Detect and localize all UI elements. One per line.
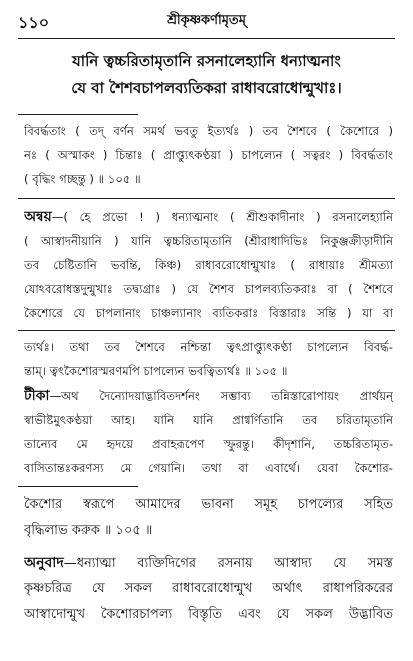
tika-label: টীকা bbox=[24, 388, 50, 404]
section-rule-2 bbox=[18, 330, 395, 331]
footnote-1 bbox=[24, 119, 393, 191]
tika-line: —অথ দৈন্যোদয়াদ্ভাবিতদৰ্শনং সম্ভাব্য তন্নিস্তারোপায়ং প্রার্থয়ন্ bbox=[49, 389, 393, 403]
tika-block bbox=[24, 384, 393, 480]
anvaya-block bbox=[24, 205, 393, 325]
footnote-1-line: নঃ ( অস্মাকং ) চিন্তাঃ ( প্রাপ্ত্যুৎকণ্ঠয়া ) চাপল্যেন ( সত্বরং ) বিবৰ্দ্ধতাং bbox=[24, 148, 393, 162]
anvaya-line: তব চেষ্টিতানি ভবন্তি, কিঞ্চ) রাধাবরোধোন্মুখাঃ ( রাধায়াঃ শ্রীমত্যা bbox=[24, 258, 393, 272]
header-rule bbox=[18, 38, 395, 39]
anubad-label: অনুবাদ bbox=[24, 555, 64, 571]
anvaya-line: ( আস্বাদনীয়ানি ) যানি ত্বচ্চরিতামৃতানি (শ্রীরাধাদিভিঃ নিকুঞ্জক্রীড়াদীনি bbox=[24, 234, 393, 248]
footnote-3-line: কৈশোর স্বরূপে আমাদের ভাবনা সমূহ চাপল্যের সহিত bbox=[24, 497, 393, 512]
footnote-rule-1 bbox=[18, 114, 138, 115]
anvaya-line: কৈশোরে যে চাপলানাং চাঞ্চল্যানাং ব্যতিকরাঃ বিস্তারাঃ সন্তি ) যা বা bbox=[24, 306, 393, 320]
footnote-3 bbox=[24, 492, 393, 544]
anubad-block bbox=[24, 550, 393, 628]
page-number: ১১০ bbox=[18, 13, 50, 32]
footnote-1-line: বিবৰ্দ্ধতাং ( তদ্ বৰ্ণন সমৰ্থ ভবতু ইত্যৰ্থঃ ) তব শৈশবে ( কৈশোরে ) bbox=[24, 124, 393, 138]
anvaya-line: —( হে প্রভো ! ) ধন্যাত্মনাং ( শ্রীশুকাদীনাং ) রসনালেহ্যানি bbox=[51, 210, 393, 224]
anubad-line: কৃষ্ণচরিত্র যে সকল রাধাবরোধোন্মুখ অর্থাৎ রাধাপরিকরের bbox=[24, 581, 393, 596]
tika-line: স্বাভীষ্টমুৎকণ্ঠয়া আহ। যানি যানি প্রাগ্বর্ণিতানি তব চরিতামৃতানি bbox=[24, 413, 393, 427]
footnote-2-line: ন্তাম্। ত্বৎকৈশোরস্মরণমপি চাপল্যেন ভবত্বিত্যর্থঃ ॥ ১০৫ ॥ bbox=[24, 364, 288, 378]
section-rule-1 bbox=[18, 198, 395, 199]
footnote-rule-3 bbox=[18, 486, 138, 487]
anvaya-label: অন্বয় bbox=[24, 209, 52, 225]
running-title: শ্রীকৃষ্ণকর্ণামৃতম্ bbox=[167, 13, 246, 28]
footnote-3-line: বৃদ্ধিলাভ করুক ॥ ১০৫ ॥ bbox=[24, 523, 153, 538]
tika-line: তান্যেব মে হৃদয়ে প্রবাহরূপেণ স্ফুরন্তু। কীদৃশানি, তচ্চরিতামৃত- bbox=[24, 437, 393, 451]
footnote-2 bbox=[24, 335, 393, 383]
footnote-1-line: ( বৃদ্ধিং গচ্ছন্তু ) ॥ ১০৫ ॥ bbox=[24, 172, 141, 186]
page-header bbox=[18, 10, 395, 32]
verse-line-1: যানি ত্বচ্চরিতামৃতানি রসনালেহ্যানি ধন্যাত্মনাং bbox=[72, 52, 341, 70]
verse-line-2: যে বা শৈশবচাপলব্যতিকরা রাধাবরোধোন্মুখাঃ। bbox=[71, 79, 342, 97]
anvaya-line: যোঽবরোধস্তদুন্মুখাঃ তদ্ব্যগ্রাঃ ) যে শৈশব চাপলব্যতিকরাঃ বা ( শৈশবে bbox=[24, 282, 393, 296]
footnote-2-line: ত্যর্থঃ। তথা তব শৈশবে নশ্চিন্তা ত্বৎপ্রাপ্ত্যুৎকণ্ঠা চাপল্যেন বিবৰ্দ্ধ- bbox=[24, 340, 393, 354]
anubad-line: আস্বাদোন্মুখ কৈশোরচাপল্য বিস্তৃতি এবং যে সকল উদ্ভাবিত bbox=[24, 607, 393, 622]
tika-line: বাসিতান্তঃকরণস্য মে গেয়ানি। তথা বা এবার্থে। যেবা কৈশোর- bbox=[24, 461, 393, 475]
anubad-line: —ধন্যাত্মা ব্যক্তিদিগের রসনায় আস্বাদ্য যে সমস্ত bbox=[63, 556, 393, 571]
